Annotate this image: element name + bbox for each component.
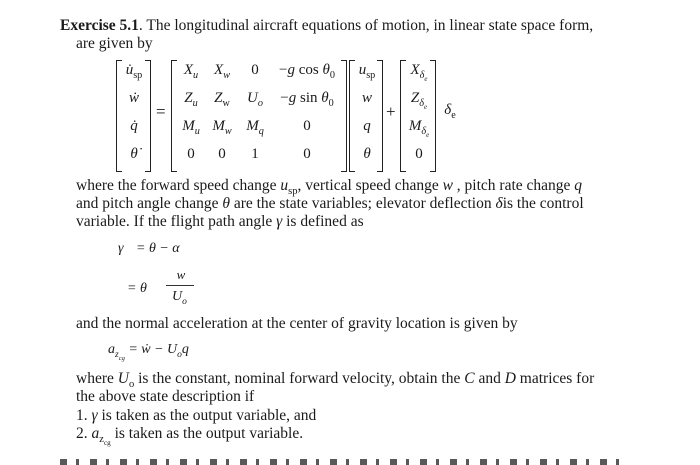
paragraph1-line1: where the forward speed change $u_{sp}$, vertical speed change w , pitch rate change q — [76, 177, 583, 198]
frac-numerator: w — [176, 267, 186, 282]
a24: −g $\sin \theta_0$ — [280, 90, 334, 109]
plus-sign: + — [386, 102, 396, 121]
x-w: w — [361, 90, 372, 106]
a41: 0 — [187, 146, 195, 162]
a23: $U_o$ — [247, 90, 263, 109]
a21: $Z_u$ — [184, 90, 198, 109]
a13: 0 — [251, 62, 259, 78]
b3: $M_{\delta_e}$ — [408, 118, 430, 140]
a32: $M_w$ — [212, 118, 232, 137]
fraction-bar — [166, 285, 194, 286]
paragraph3-line2: the above state description if — [76, 388, 255, 405]
exercise-label: Exercise 5.1 — [60, 17, 139, 34]
accel-eq: $a_{z_{cg}}$ = ẇ − $U_oq$ — [108, 342, 189, 362]
exercise-intro-line2: are given by — [76, 35, 153, 52]
a33: $M_q$ — [246, 118, 264, 137]
input-delta-e: $\delta_e$ — [444, 102, 456, 121]
a43: 1 — [251, 146, 259, 162]
a22: $Z_w$ — [214, 90, 230, 109]
a42: 0 — [218, 146, 226, 162]
x-q: q — [363, 118, 371, 134]
a14: −g $\cos \theta_0$ — [279, 62, 335, 81]
paragraph1-line2: and pitch angle change θ are the state variables; elevator deflection δis the control — [76, 195, 584, 212]
list-item-1: 1. γ is taken as the output variable, and — [76, 407, 317, 424]
cut-off-next-exercise-line — [60, 459, 620, 465]
paragraph2: and the normal acceleration at the center of gravity location is given by — [76, 315, 518, 332]
lhs-q-dot: q̇ — [130, 118, 138, 134]
paragraph3-line1: where $U_o$ is the constant, nominal forward velocity, obtain the C and D matrices for — [76, 370, 595, 391]
x-u-sp: $u_{sp}$ — [358, 62, 376, 81]
b4: 0 — [415, 146, 423, 162]
a44: 0 — [303, 146, 311, 162]
gamma-eq-line2-rhs: = θ — [127, 281, 147, 296]
b2: $Z_{\delta_e}$ — [410, 90, 428, 112]
equals-sign: = — [156, 102, 166, 121]
lhs-u-dot: $u̇_{sp}$ — [125, 62, 143, 81]
lhs-w-dot: ẇ — [128, 90, 139, 106]
a31: $M_u$ — [182, 118, 200, 137]
b1: $X_{\delta_e}$ — [410, 62, 428, 84]
lhs-theta-dot: θ̇ — [130, 146, 138, 162]
a34: 0 — [303, 118, 311, 134]
x-theta: θ — [363, 146, 371, 162]
frac-denominator: $U_o$ — [172, 289, 187, 307]
a11: $X_u$ — [183, 62, 199, 81]
a12: $X_w$ — [214, 62, 230, 81]
gamma-eq-line1-rhs: = θ − α — [136, 241, 180, 256]
paragraph1-line3: variable. If the flight path angle γ is defined as — [76, 213, 364, 230]
gamma-eq-lhs: γ — [118, 241, 124, 256]
list-item-2: 2. $a_{z_{cg}}$ is taken as the output variable. — [76, 425, 304, 448]
exercise-intro-line1: Exercise 5.1. The longitudinal aircraft equations of motion, in linear state space form, — [60, 17, 594, 34]
